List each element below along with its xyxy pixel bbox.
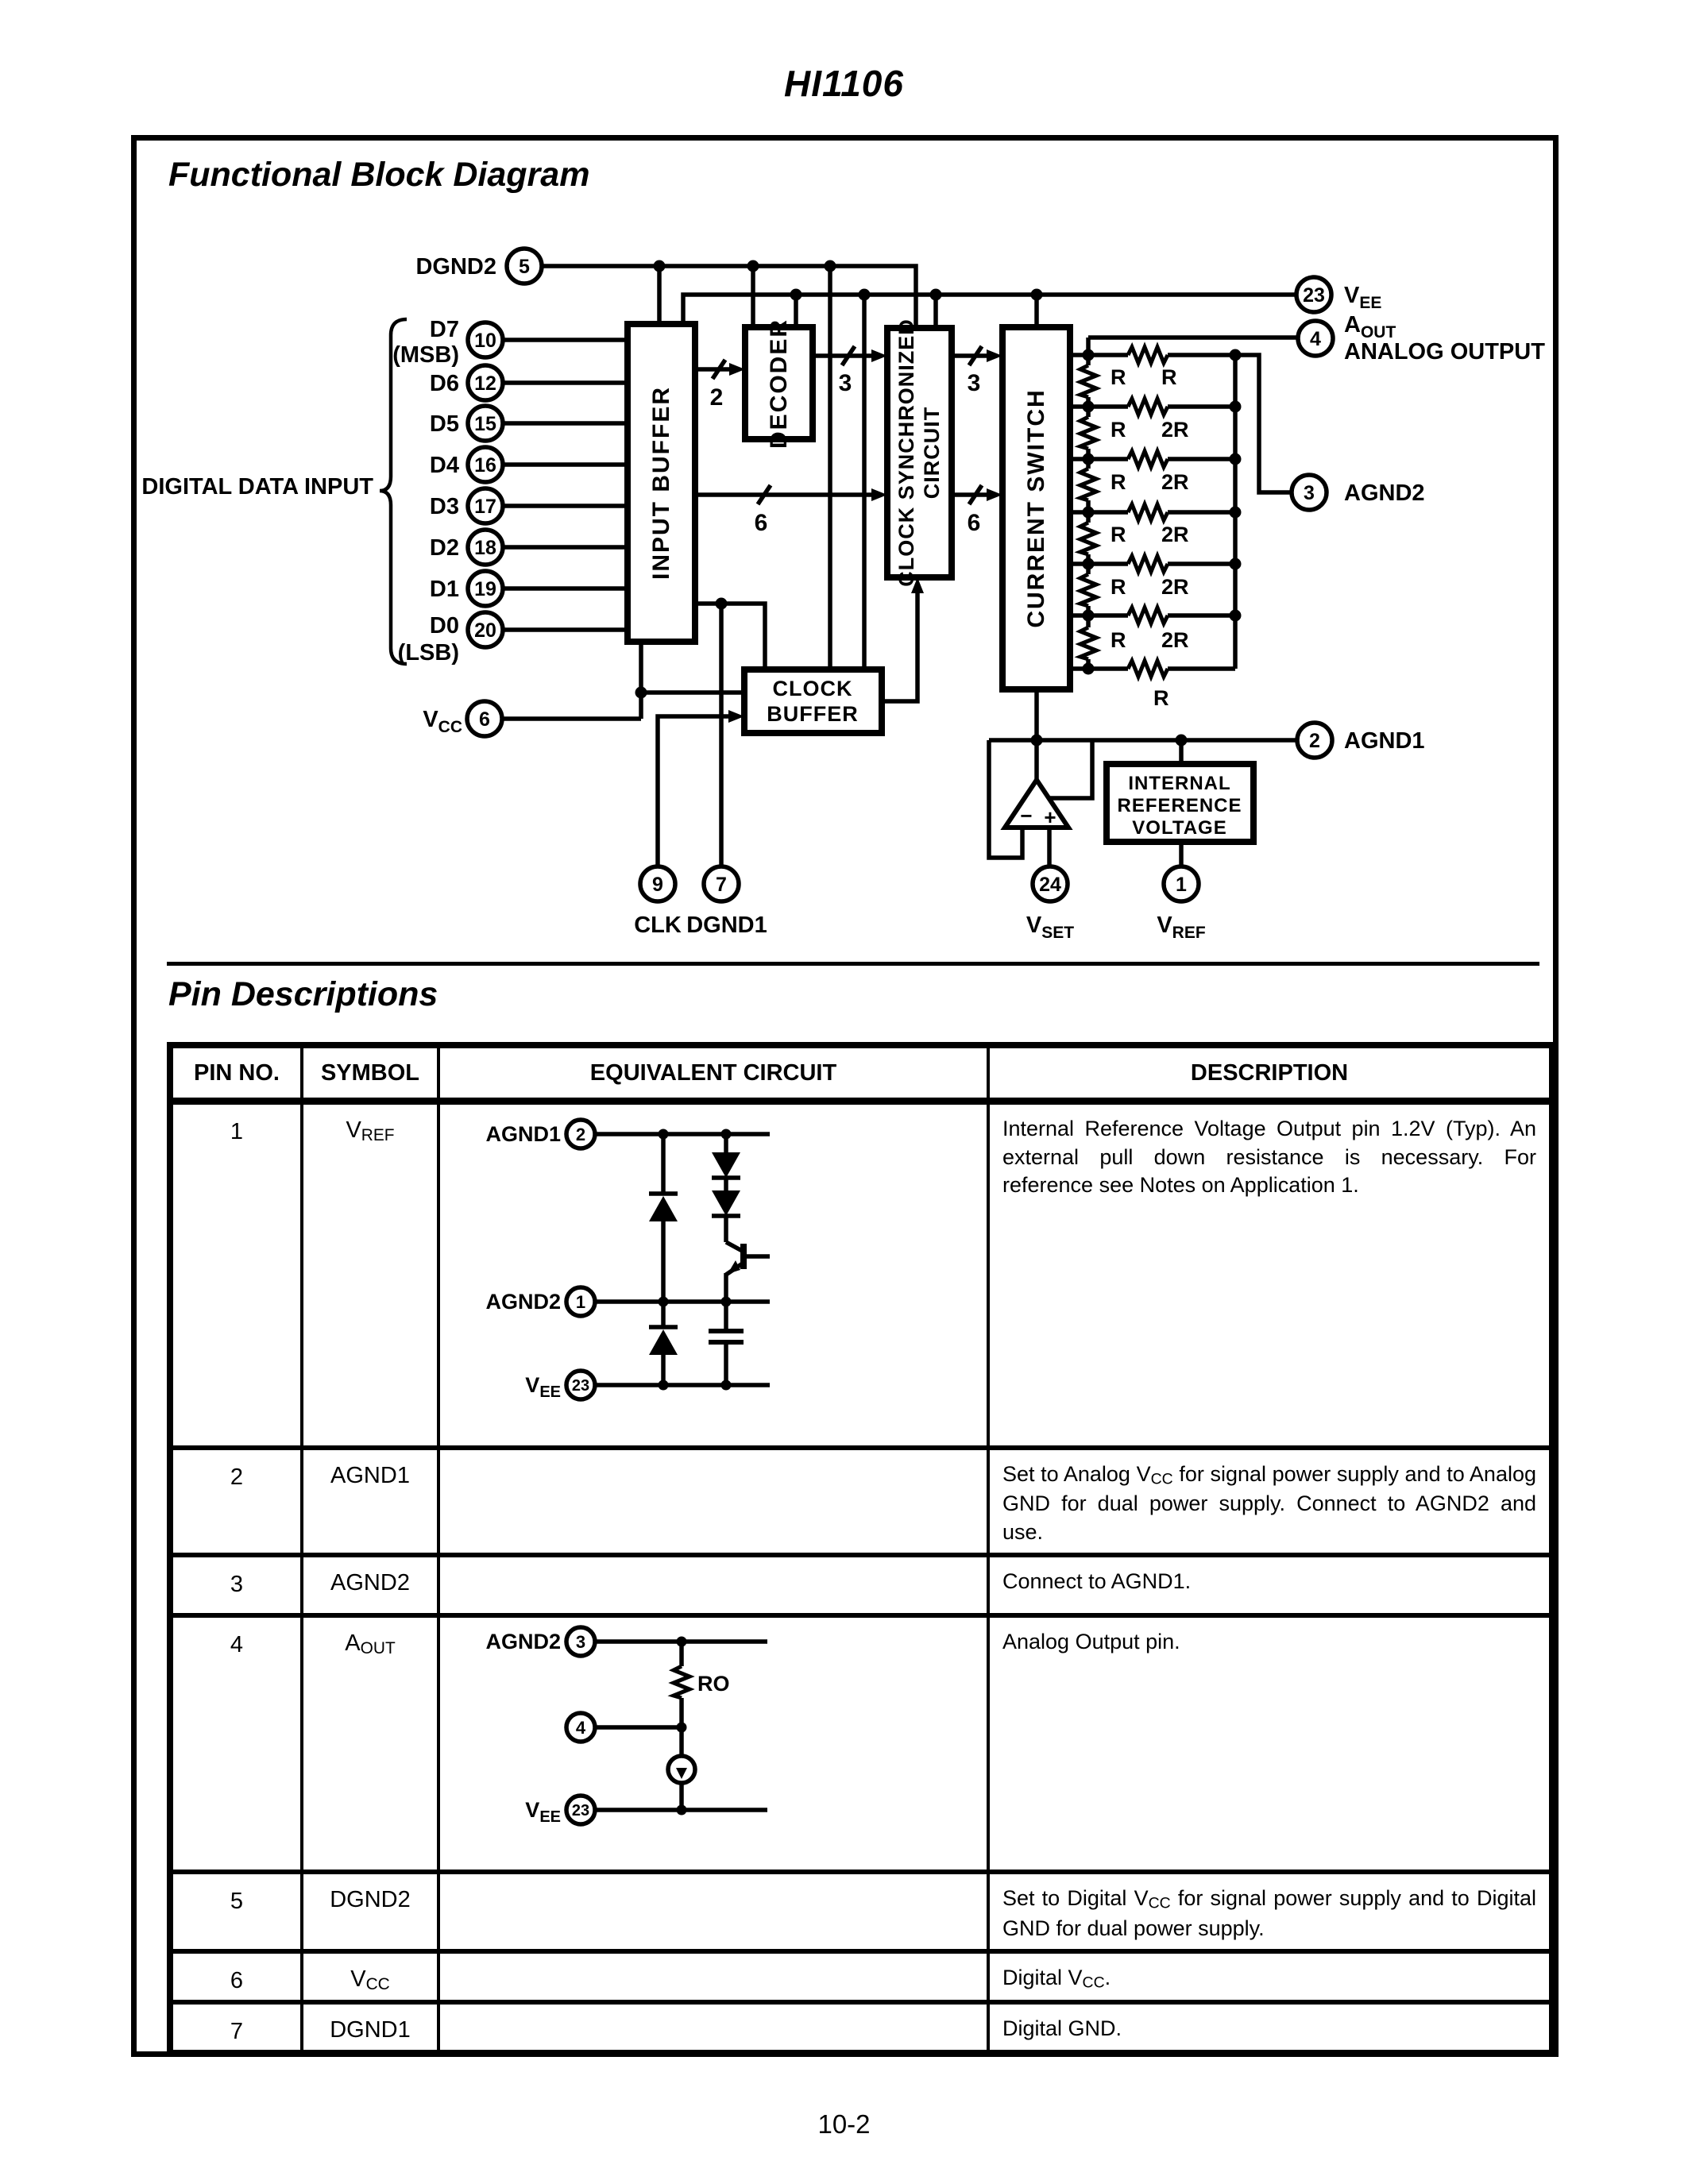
equivalent-circuit-cell bbox=[438, 1102, 988, 1449]
symbol-sub: CC bbox=[365, 1974, 390, 1993]
description-text: . bbox=[1104, 1966, 1111, 1990]
block-label: CURRENT SWITCH bbox=[1023, 388, 1049, 628]
description-cell bbox=[988, 1615, 1552, 1872]
description-text: Digital GND. bbox=[1002, 2016, 1122, 2041]
r-label: R bbox=[1153, 686, 1169, 710]
block-internal-reference-voltage bbox=[1107, 764, 1253, 842]
pin-agnd1-node bbox=[1297, 723, 1332, 758]
r-label: R bbox=[1111, 523, 1126, 546]
pin-number: 23 bbox=[1303, 284, 1325, 307]
symbol-sub: REF bbox=[361, 1125, 395, 1144]
description-cell bbox=[988, 1951, 1552, 2002]
block-label-line2: BUFFER bbox=[767, 702, 859, 726]
table-row bbox=[170, 1872, 1552, 1951]
pin-dgnd1-node bbox=[704, 866, 739, 901]
block-decoder bbox=[745, 318, 813, 449]
pin-no-cell: 2 bbox=[170, 1448, 302, 1555]
block-current-switch bbox=[1002, 327, 1070, 689]
description-cell bbox=[988, 2002, 1552, 2053]
pin-number: 1 bbox=[1176, 874, 1187, 896]
symbol-cell bbox=[302, 1102, 438, 1449]
block-input-buffer bbox=[628, 324, 695, 642]
pin-d0-node bbox=[468, 612, 503, 647]
pin-number: 4 bbox=[575, 1718, 586, 1738]
block-label-line1: INTERNAL bbox=[1128, 773, 1231, 794]
symbol-cell: AGND2 bbox=[302, 1555, 438, 1615]
block-label-line2: CIRCUIT bbox=[920, 406, 944, 500]
r-label: 2R bbox=[1161, 523, 1189, 546]
block-label-line3: VOLTAGE bbox=[1132, 817, 1227, 839]
pin-number: 2 bbox=[575, 1125, 586, 1144]
vcc-sub: CC bbox=[1082, 1974, 1105, 1992]
equivalent-circuit-cell bbox=[438, 1951, 988, 2002]
vref-equivalent-circuit bbox=[440, 1105, 990, 1441]
description-text: Set to Digital bbox=[1002, 1886, 1134, 1911]
pin-number: 9 bbox=[652, 874, 663, 896]
description-text: Analog Output pin. bbox=[1002, 1630, 1180, 1654]
clk-label: CLK bbox=[634, 913, 682, 938]
d0-label: D0 bbox=[429, 613, 459, 639]
description-cell bbox=[988, 1102, 1552, 1449]
d5-label: D5 bbox=[429, 411, 459, 437]
pin-clk-node bbox=[640, 866, 675, 901]
table-row bbox=[170, 2002, 1552, 2053]
pin-number: 24 bbox=[1039, 874, 1061, 896]
block-label-line1: CLOCK bbox=[772, 677, 853, 700]
pin-number: 3 bbox=[1304, 482, 1315, 504]
pin-d7-node bbox=[468, 322, 503, 357]
vset-label: $V_{SET}$ bbox=[1026, 913, 1075, 942]
table-row bbox=[170, 1951, 1552, 2002]
pin-agnd2-node bbox=[1292, 475, 1327, 510]
circuit-wires bbox=[595, 1134, 770, 1385]
ro-label: RO bbox=[697, 1672, 730, 1696]
r-label: 2R bbox=[1161, 470, 1189, 494]
pin-agnd2-node bbox=[566, 1627, 595, 1656]
table-row bbox=[170, 1555, 1552, 1615]
vcc-sub: CC bbox=[1148, 1894, 1171, 1912]
msb-label: (MSB) bbox=[392, 342, 459, 368]
analog-output-label: ANALOG OUTPUT bbox=[1344, 339, 1545, 365]
pin-vcc-node bbox=[467, 701, 502, 736]
d6-label: D6 bbox=[429, 371, 459, 396]
opamp bbox=[1005, 780, 1068, 829]
aout-equivalent-circuit bbox=[440, 1618, 990, 1866]
table-row bbox=[170, 1615, 1552, 1872]
pin-number: 10 bbox=[474, 330, 496, 352]
pin-number: 12 bbox=[474, 372, 496, 395]
section-heading-functional-block-diagram: Functional Block Diagram bbox=[168, 156, 590, 194]
pin-number: 3 bbox=[575, 1632, 586, 1653]
pin-number: 23 bbox=[571, 1377, 590, 1395]
circuit-labels bbox=[485, 1122, 561, 1401]
lsb-label: (LSB) bbox=[397, 640, 459, 666]
symbol-cell: DGND1 bbox=[302, 2002, 438, 2053]
agnd1-label: AGND1 bbox=[485, 1122, 561, 1146]
pin-d1-node bbox=[468, 571, 503, 606]
pin-vref-node bbox=[1164, 866, 1199, 901]
vcc-main: V bbox=[1136, 1462, 1151, 1486]
header-symbol: SYMBOL bbox=[302, 1045, 438, 1102]
r-label: 2R bbox=[1161, 628, 1189, 652]
pin-d4-node bbox=[468, 447, 503, 482]
digital-data-input-label: DIGITAL DATA INPUT bbox=[141, 474, 373, 500]
description-cell bbox=[988, 1448, 1552, 1555]
pin-number: 1 bbox=[575, 1292, 586, 1312]
pin-no-cell: 7 bbox=[170, 2002, 302, 2053]
symbol-cell: DGND2 bbox=[302, 1872, 438, 1951]
description-text: Connect to AGND1. bbox=[1002, 1569, 1192, 1594]
r-label: R bbox=[1161, 365, 1177, 389]
vcc-main: V bbox=[1068, 1966, 1083, 1990]
opamp-plus: + bbox=[1044, 805, 1056, 829]
d7-label: D7 bbox=[429, 317, 459, 342]
bus-width-3-out: 3 bbox=[967, 370, 981, 396]
agnd1-label: AGND1 bbox=[1344, 728, 1425, 754]
table-row bbox=[170, 1102, 1552, 1449]
pin-aout-node bbox=[1298, 321, 1333, 356]
pin-number: 2 bbox=[1309, 730, 1320, 752]
pin-number: 6 bbox=[479, 708, 490, 731]
equivalent-circuit-cell bbox=[438, 2002, 988, 2053]
pin-dgnd2-node bbox=[507, 249, 542, 284]
description-text: Digital bbox=[1002, 1966, 1068, 1990]
agnd2-label: AGND2 bbox=[485, 1630, 561, 1654]
equivalent-circuit-cell bbox=[438, 1872, 988, 1951]
dgnd2-label: DGND2 bbox=[415, 254, 496, 280]
pin-no-cell: 6 bbox=[170, 1951, 302, 2002]
equivalent-circuit-cell bbox=[438, 1448, 988, 1555]
description-text: Internal Reference Voltage Output pin 1.2V (Typ). An external pull down resistance is necessary. For reference see Notes on Application 1. bbox=[1002, 1117, 1536, 1198]
pin-no-cell: 1 bbox=[170, 1102, 302, 1449]
table-row bbox=[170, 1448, 1552, 1555]
page-title: HI1106 bbox=[784, 63, 904, 104]
r-label: R bbox=[1111, 575, 1126, 599]
pin-number: 15 bbox=[474, 413, 496, 435]
pin-no-cell: 5 bbox=[170, 1872, 302, 1951]
pin-d3-node bbox=[468, 488, 503, 523]
symbol-main: V bbox=[350, 1966, 366, 1993]
aout-label: $A_{OUT}$ bbox=[1344, 312, 1396, 341]
r-label: R bbox=[1111, 365, 1126, 389]
r-label: 2R bbox=[1161, 418, 1189, 442]
d2-label: D2 bbox=[429, 535, 459, 561]
agnd2-label: AGND2 bbox=[1344, 480, 1425, 506]
pin-d6-node bbox=[468, 365, 503, 400]
block-clock-buffer bbox=[744, 669, 882, 733]
description-text: for signal power supply and to Analog GND for dual power supply. Connect to AGND2 and use. bbox=[1002, 1462, 1536, 1544]
vee-label: $V_{EE}$ bbox=[525, 1798, 561, 1827]
pin-d5-node bbox=[468, 406, 503, 441]
pin-vee-node bbox=[1296, 277, 1331, 312]
pin-d2-node bbox=[468, 530, 503, 565]
input-group-brace bbox=[380, 319, 407, 664]
r-label: R bbox=[1111, 628, 1126, 652]
block-label: DECODER bbox=[766, 318, 792, 450]
pin-number: 5 bbox=[519, 256, 530, 278]
resistor-ro bbox=[674, 1666, 689, 1698]
pin-aout-node bbox=[566, 1713, 595, 1742]
pin-descriptions-table bbox=[167, 1042, 1555, 2056]
pin-number: 4 bbox=[1310, 328, 1321, 350]
r-label: R bbox=[1111, 470, 1126, 494]
block-clock-synchronized-circuit bbox=[887, 318, 952, 587]
ladder-labels bbox=[1111, 365, 1189, 710]
equivalent-circuit-cell bbox=[438, 1615, 988, 1872]
section-heading-pin-descriptions: Pin Descriptions bbox=[168, 975, 438, 1013]
symbol-cell: AGND1 bbox=[302, 1448, 438, 1555]
description-text: Set to Analog bbox=[1002, 1462, 1137, 1486]
vee-label: $V_{EE}$ bbox=[525, 1373, 561, 1401]
description-cell bbox=[988, 1555, 1552, 1615]
pin-number: 16 bbox=[474, 454, 496, 477]
pin-number: 17 bbox=[474, 496, 496, 518]
header-equivalent-circuit: EQUIVALENT CIRCUIT bbox=[438, 1045, 988, 1102]
bus-width-6-in: 6 bbox=[754, 510, 768, 536]
pin-vset-node bbox=[1033, 866, 1068, 901]
agnd2-label: AGND2 bbox=[485, 1290, 561, 1314]
symbol-main: V bbox=[346, 1117, 361, 1143]
bus-width-3-in: 3 bbox=[838, 370, 852, 396]
bus-width-6-out: 6 bbox=[967, 510, 981, 536]
symbol-cell bbox=[302, 1615, 438, 1872]
bus-width-2: 2 bbox=[709, 384, 724, 411]
block-label-line1: CLOCK SYNCHRONIZED bbox=[894, 318, 918, 587]
section-divider bbox=[167, 962, 1539, 966]
pin-no-cell: 4 bbox=[170, 1615, 302, 1872]
pin-vee-node bbox=[566, 1796, 595, 1824]
header-pin-no: PIN NO. bbox=[170, 1045, 302, 1102]
pin-number: 23 bbox=[571, 1802, 590, 1820]
symbol-main: A bbox=[345, 1630, 361, 1657]
pin-descriptions-table-wrap bbox=[167, 1042, 1555, 2056]
functional-block-diagram bbox=[131, 230, 1561, 949]
symbol-sub: OUT bbox=[360, 1639, 396, 1658]
r-label: R bbox=[1111, 418, 1126, 442]
r-label: 2R bbox=[1161, 575, 1189, 599]
description-cell bbox=[988, 1872, 1552, 1951]
table-header-row bbox=[170, 1045, 1552, 1102]
d3-label: D3 bbox=[429, 494, 459, 519]
vcc-sub: CC bbox=[1150, 1470, 1173, 1488]
pin-number: 20 bbox=[474, 619, 496, 642]
dgnd1-label: DGND1 bbox=[686, 913, 767, 938]
pin-vee-node bbox=[566, 1371, 595, 1399]
symbol-cell bbox=[302, 1951, 438, 2002]
description-text: for signal power supply and to Digital GND for dual power supply. bbox=[1002, 1886, 1537, 1940]
pin-no-cell: 3 bbox=[170, 1555, 302, 1615]
pin-agnd1-node bbox=[566, 1120, 595, 1148]
vee-label: $V_{EE}$ bbox=[1344, 283, 1382, 312]
d4-label: D4 bbox=[429, 453, 459, 478]
equivalent-circuit-cell bbox=[438, 1555, 988, 1615]
pin-number: 7 bbox=[716, 874, 727, 896]
pin-number: 19 bbox=[474, 578, 496, 600]
block-label-line2: REFERENCE bbox=[1117, 795, 1242, 816]
pin-number: 18 bbox=[474, 537, 496, 559]
pin-agnd2-node bbox=[566, 1287, 595, 1316]
vref-label: $V_{REF}$ bbox=[1157, 913, 1206, 942]
opamp-minus: − bbox=[1020, 804, 1033, 828]
page-number: 10-2 bbox=[817, 2109, 871, 2139]
vcc-main: V bbox=[1134, 1886, 1149, 1911]
header-description: DESCRIPTION bbox=[988, 1045, 1552, 1102]
d1-label: D1 bbox=[429, 577, 459, 602]
block-label: INPUT BUFFER bbox=[648, 386, 674, 580]
vcc-label: $V_{CC}$ bbox=[423, 707, 462, 736]
